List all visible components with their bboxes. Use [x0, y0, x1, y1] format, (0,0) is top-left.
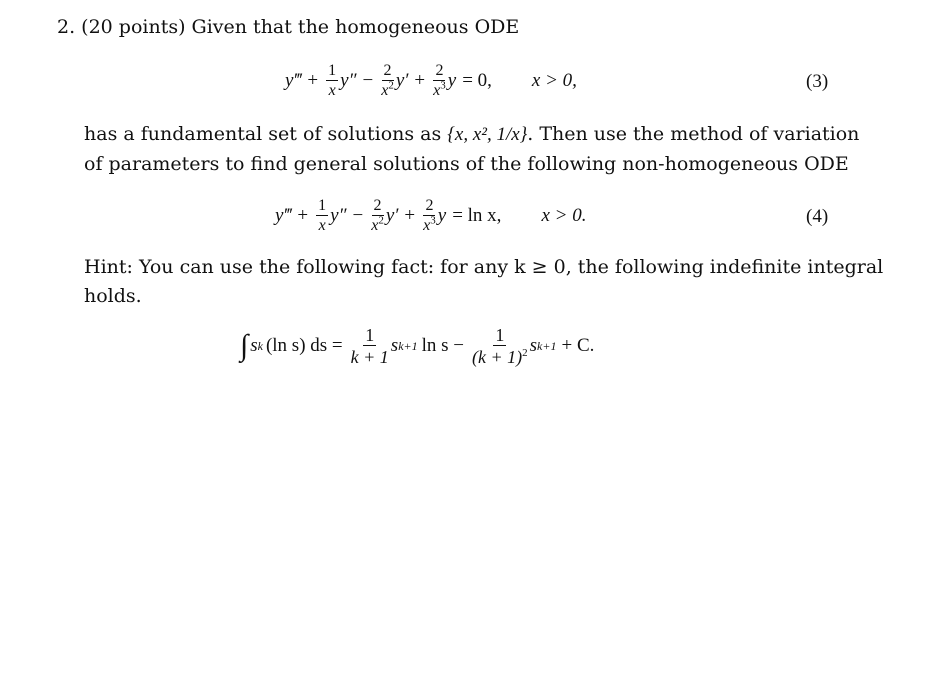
eq4-frac-1-over-x: $\frac{1}{x}$	[318, 197, 327, 234]
eq3-y: y	[447, 70, 457, 91]
solution-set: {x, x², 1/x}	[447, 124, 528, 145]
eq4-y-triple-prime: y‴	[275, 205, 292, 226]
para1-text-post: . Then use the method of variation	[527, 123, 860, 145]
eq4-y-double-prime: y″	[330, 205, 347, 226]
eq3-condition: x > 0,	[531, 70, 577, 91]
integral-tail: + C.	[561, 335, 595, 356]
term2-s: s	[529, 335, 538, 356]
eq3-y-double-prime: y″	[340, 70, 357, 91]
hint-line-1: Hint: You can use the following fact: for any k ≥ 0, the following indefinite integral	[84, 256, 884, 278]
hint-line-2: holds.	[84, 285, 142, 307]
equation-4	[275, 193, 586, 239]
eq3-plus-2: +	[414, 70, 426, 91]
para1-text-pre: has a fundamental set of solutions as	[84, 123, 442, 145]
eq4-y: y	[437, 205, 447, 226]
paragraph-line-1	[84, 123, 859, 146]
integral-frac-1: $\frac{1}{k + 1}$	[350, 325, 389, 367]
eq3-frac-2-over-x3: $\frac{2}{x^3}$	[433, 62, 446, 99]
eq4-plus: +	[297, 205, 309, 226]
eq4-plus-2: +	[404, 205, 416, 226]
term1-s: s	[390, 335, 399, 356]
eq3-minus: −	[362, 70, 374, 91]
equation-3	[285, 58, 577, 104]
eq3-plus: +	[307, 70, 319, 91]
eq3-rhs: = 0,	[462, 70, 492, 91]
eq3-frac-2-over-x2: $\frac{2}{x^2}$	[381, 62, 394, 99]
paragraph-line-2: of parameters to find general solutions of the following non-homogeneous ODE	[84, 153, 849, 175]
integral-frac-2: $\frac{1}{(k + 1)^2}$	[472, 325, 528, 367]
eq4-condition: x > 0.	[541, 205, 587, 226]
integral-identity: ∫ s k (ln s) ds = $\frac{1}{k + 1}$ s k+1 ln s − $\frac{1}{(k + 1)^2}$ s k+1 + C.	[240, 325, 595, 367]
eq4-frac-2-over-x3: $\frac{2}{x^3}$	[423, 197, 436, 234]
equation-4-number: (4)	[806, 206, 829, 227]
eq4-rhs: = ln x,	[452, 205, 502, 226]
eq3-y-prime: y′	[395, 70, 409, 91]
term1-ln: ln s −	[421, 335, 465, 356]
eq4-y-prime: y′	[385, 205, 399, 226]
equation-3-number: (3)	[806, 71, 829, 92]
integrand-s: s	[250, 335, 258, 356]
problem-header: 2. (20 points) Given that the homogeneous ODE	[57, 16, 520, 38]
eq4-minus: −	[352, 205, 364, 226]
eq4-frac-2-over-x2: $\frac{2}{x^2}$	[371, 197, 384, 234]
integrand-rest: (ln s) ds =	[265, 335, 343, 356]
eq3-y-triple-prime: y‴	[285, 70, 302, 91]
eq3-frac-1-over-x: $\frac{1}{x}$	[328, 62, 337, 99]
integral-sign: ∫	[240, 329, 249, 362]
